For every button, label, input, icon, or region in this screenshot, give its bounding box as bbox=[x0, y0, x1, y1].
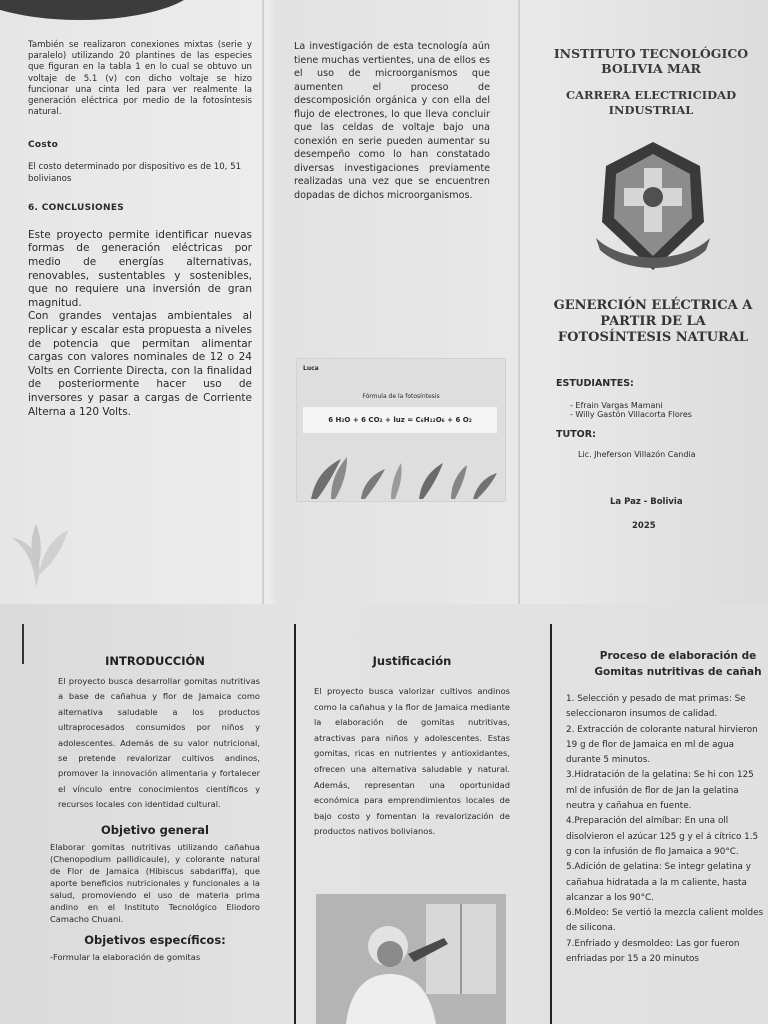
photosynthesis-figure bbox=[296, 358, 506, 502]
institute-name: INSTITUTO TECNOLÓGICO bbox=[553, 46, 749, 61]
process-step: 6.Moldeo: Se vertió la mezcla calient moldes de silicona. bbox=[566, 908, 764, 934]
process-heading: Proceso de elaboración de bbox=[599, 650, 757, 662]
fold-line bbox=[262, 0, 264, 604]
objetivos-especificos-heading: Objetivos específicos: bbox=[84, 932, 226, 947]
process-heading: Gomitas nutritivas de cañah bbox=[594, 666, 762, 678]
process-step: 2. Extracción de colorante natural hirvieron 19 g de flor de Jamaica en ml de agua durante 5 minutos. bbox=[566, 724, 758, 766]
process-step: 5.Adición de gelatina: Se integr gelatina y cañahua hidratada a la m caliente, hasta alcanzar a los 90°C. bbox=[566, 862, 751, 903]
plants-illustration-icon bbox=[301, 449, 501, 499]
intro-text: El proyecto busca desarrollar gomitas nutritivas a base de cañahua y flor de Jamaica como alternativa saludable a los productos ultraprocesados consumidos por niños y adolescentes. Además de su valor nutricional, se pretende revalorizar cultivos andinos, promover la innovación alimentaria y fortalecer el vínculo entre conocimientos científicos y recursos locales con identidad cultural. bbox=[58, 676, 260, 810]
project-title-block bbox=[548, 298, 758, 346]
credits-block bbox=[556, 378, 756, 531]
project-title: GENERCIÓN ELÉCTRICA A bbox=[553, 298, 753, 313]
leaf-decoration-icon bbox=[6, 508, 70, 588]
process-step: 7.Enfriado y desmoldeo: Las gor fueron enfriadas por 15 a 20 minutos bbox=[566, 938, 740, 965]
justificacion-heading: Justificación bbox=[372, 654, 452, 668]
year: 2025 bbox=[632, 521, 656, 531]
tutor-name: Lic. Jheferson Villazón Candia bbox=[578, 450, 696, 459]
objetivo-general-text: Elaborar gomitas nutritivas utilizando cañahua (Chenopodium pallidicaule), y colorante natural de Flor de Jamaica (Hibiscus sabdariffa), que aporte beneficios nutricionales y funcionales a la salud, promoviendo el uso de materia prima andino en el Instituto Tecnológico Eliodoro Camacho Chuani. bbox=[50, 841, 260, 924]
column-divider bbox=[294, 624, 296, 1024]
process-steps bbox=[566, 692, 766, 967]
process-step: 1. Selección y pesado de mat primas: Se seleccionaron insumos de calidad. bbox=[566, 694, 746, 720]
figure-label: Luca bbox=[303, 365, 319, 372]
project-title: PARTIR DE LA bbox=[600, 314, 706, 329]
process-step: 3.Hidratación de la gelatina: Se hi con 125 ml de infusión de flor de Jan la gelatina neutra y cañahua en fuente. bbox=[566, 770, 754, 812]
student-name: - Willy Gastón Villacorta Flores bbox=[570, 410, 692, 419]
institute-name: BOLIVIA MAR bbox=[601, 61, 701, 76]
objetivos-especificos-item: -Formular la elaboración de gomitas bbox=[50, 951, 201, 962]
justificacion-text: El proyecto busca valorizar cultivos andinos como la cañahua y la flor de Jamaica mediante la elaboración de gomitas nutritivas, atractivas para niños y adolescentes. Estas gomitas, ricas en nutrientes y antioxidantes, ofrecen una alternativa saludable y natural. Además, representan una oportunidad económica para emprendimientos locales de bajo costo y fomentan la revalorización de productos nativos bolivianos. bbox=[314, 686, 510, 837]
conclusiones-paragraph: Este proyecto permite identificar nuevas formas de generación eléctricas por medio de energías alternativas, renovables, sustentables y sostenibles, que no requiere una inversión de gran magnitud. bbox=[28, 228, 252, 309]
panel-process bbox=[566, 650, 766, 967]
objetivo-general-heading: Objetivo general bbox=[101, 822, 209, 837]
decorative-blob bbox=[0, 0, 200, 20]
column-divider bbox=[550, 624, 552, 1024]
panel-research bbox=[294, 40, 490, 202]
panel-text: También se realizaron conexiones mixtas (serie y paralelo) utilizando 20 plantines de las especies que figuran en la tabla 1 en lo cual se obtuvo un voltaje de 5.1 (v) con dicho voltaje se hizo funcionar una cinta led para ver realmente la generación eléctrica por medio de la fotosíntesis natural. bbox=[28, 40, 252, 118]
tutor-label: TUTOR: bbox=[556, 429, 596, 440]
formula: 6 H₂O + 6 CO₂ + luz = C₆H₁₂O₆ + 6 O₂ bbox=[303, 407, 497, 433]
panel-justification bbox=[314, 654, 510, 840]
panel-text: La investigación de esta tecnología aún tiene muchas vertientes, una de ellos es el uso de microorganismos que aumenten el proceso de descomposición orgánica y con ella del flujo de electrones, lo que lleva concluir que las celdas de voltaje bajo una conexión en serie pueden aumentar su desempeño como lo han constatado diversas investigaciones previamente realizadas una vez que se encuentren dopadas de dichos microorganismos. bbox=[294, 41, 490, 201]
figure-title: Fórmula de la fotosíntesis bbox=[362, 393, 440, 400]
career-name: INDUSTRIAL bbox=[608, 103, 694, 117]
lab-photo bbox=[316, 894, 506, 1024]
institute-logo-icon bbox=[592, 138, 714, 276]
lab-worker-photo-icon bbox=[316, 894, 506, 1024]
costo-heading: Costo bbox=[28, 140, 59, 151]
column-divider bbox=[22, 624, 24, 664]
student-name: - Efrain Vargas Mamani bbox=[570, 401, 663, 410]
panel-introduction bbox=[50, 654, 260, 963]
career-name: CARRERA ELECTRICIDAD bbox=[565, 88, 737, 102]
place: La Paz - Bolivia bbox=[610, 497, 683, 507]
conclusiones-heading: 6. CONCLUSIONES bbox=[28, 202, 125, 213]
costo-text: El costo determinado por dispositivo es de 10, 51 bolivianos bbox=[28, 162, 242, 184]
cover-panel bbox=[548, 46, 754, 118]
students-label: ESTUDIANTES: bbox=[556, 378, 634, 389]
process-step: 4.Preparación del almíbar: En una oll disolvieron el azúcar 125 g y el á cítrico 1.5 g con la infusión de flo Jamaica a 90°C. bbox=[566, 816, 759, 857]
project-title: FOTOSÍNTESIS NATURAL bbox=[557, 330, 749, 345]
panel-conclusions bbox=[28, 40, 252, 419]
intro-heading: INTRODUCCIÓN bbox=[105, 654, 205, 668]
fold-line bbox=[518, 0, 520, 604]
conclusiones-paragraph: Con grandes ventajas ambientales al replicar y escalar esta propuesta a niveles de potencia que permitan alimentar cargas con valores nominales de 12 o 24 Volts en Corriente Directa, con la finalidad de posteriormente hacer uso de inversores y pasar a cargas de Corriente Alterna a 120 Volts. bbox=[28, 310, 252, 418]
brochure-inside-sheet bbox=[0, 604, 768, 1024]
